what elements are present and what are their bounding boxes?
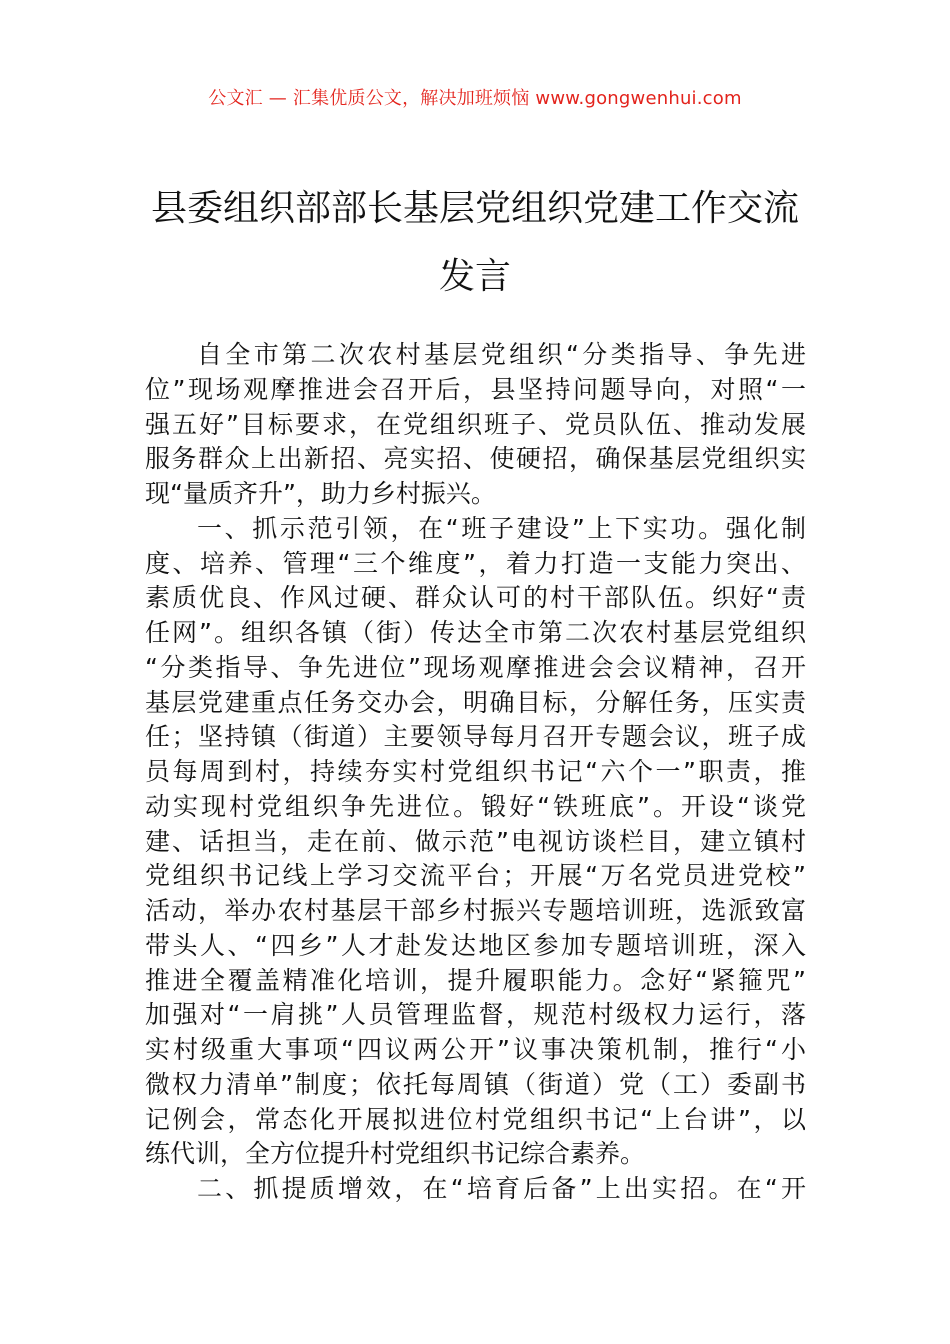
document-title-line-2: 发言 <box>438 256 511 297</box>
paragraph-line: 二、抓提质增效，在“培育后备”上出实招。在“开 <box>197 1174 806 1203</box>
paragraph-line: 建、话担当，走在前、做示范”电视访谈栏目，建立镇村 <box>145 826 806 856</box>
document-body <box>145 338 806 1207</box>
paragraph-line: 微权力清单”制度；依托每周镇（街道）党（工）委副书 <box>145 1069 806 1099</box>
paragraph-line: 记例会，常态化开展拟进位村党组织书记“上台讲”，以 <box>145 1104 806 1134</box>
paragraph-line: 素质优良、作风过硬、群众认可的村干部队伍。织好“责 <box>145 583 806 613</box>
paragraph-line: 自全市第二次农村基层党组织“分类指导、争先进 <box>197 340 806 369</box>
paragraph-line: 党组织书记线上学习交流平台；开展“万名党员进党校” <box>145 861 806 891</box>
paragraph-line: 员每周到村，持续夯实村党组织书记“六个一”职责，推 <box>145 757 806 786</box>
paragraph-line: 练代训，全方位提升村党组织书记综合素养。 <box>145 1139 646 1169</box>
paragraph-line: 一、抓示范引领，在“班子建设”上下实功。强化制 <box>197 513 806 543</box>
paragraph-line: “分类指导、争先进位”现场观摩推进会会议精神，召开 <box>145 652 806 682</box>
paragraph-line: 度、培养、管理“三个维度”，着力打造一支能力突出、 <box>145 548 806 578</box>
paragraph-line: 位”现场观摩推进会召开后，县坚持问题导向，对照“一 <box>145 374 806 404</box>
paragraph-line: 基层党建重点任务交办会，明确目标，分解任务，压实责 <box>145 687 806 717</box>
paragraph-line: 强五好”目标要求，在党组织班子、党员队伍、推动发展 <box>145 409 806 439</box>
paragraph-line: 动实现村党组织争先进位。锻好“铁班底”。开设“谈党 <box>145 791 806 821</box>
document-title-line-1: 县委组织部部长基层党组织党建工作交流 <box>150 188 799 229</box>
paragraph-line: 现“量质齐升”，助力乡村振兴。 <box>145 479 496 508</box>
paragraph-line: 推进全覆盖精准化培训，提升履职能力。念好“紧箍咒” <box>145 965 806 995</box>
paragraph-line: 活动，举办农村基层干部乡村振兴专题培训班，选派致富 <box>145 896 806 925</box>
paragraph-line: 服务群众上出新招、亮实招、使硬招，确保基层党组织实 <box>145 444 806 474</box>
site-header-banner: 公文汇 — 汇集优质公文，解决加班烦恼 www.gongwenhui.com <box>208 88 742 109</box>
paragraph-line: 任；坚持镇（街道）主要领导每月召开专题会议，班子成 <box>145 722 806 752</box>
paragraph-line: 带头人、“四乡”人才赴发达地区参加专题培训班，深入 <box>145 930 806 960</box>
paragraph-line: 实村级重大事项“四议两公开”议事决策机制，推行“小 <box>145 1035 806 1064</box>
paragraph-line: 任网”。组织各镇（街）传达全市第二次农村基层党组织 <box>145 618 806 647</box>
paragraph-line: 加强对“一肩挑”人员管理监督，规范村级权力运行，落 <box>145 1000 806 1030</box>
